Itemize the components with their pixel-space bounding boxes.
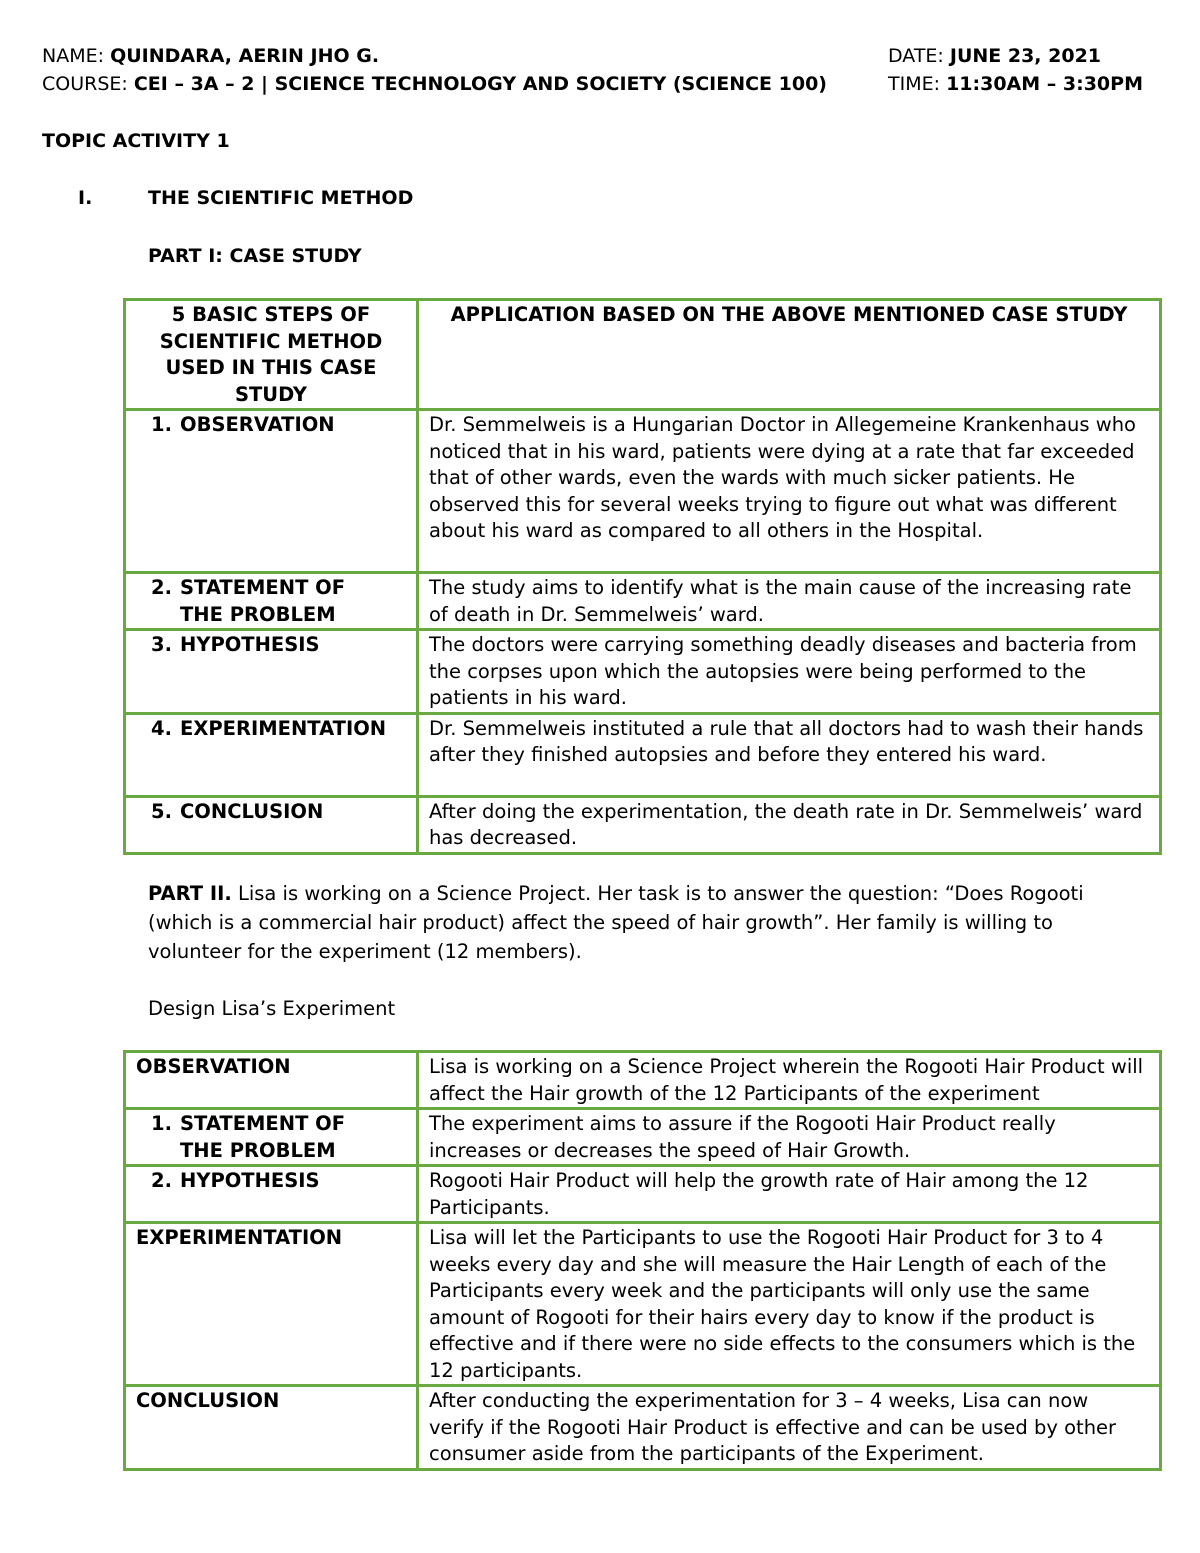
step-application: After conducting the experimentation for 3 – 4 weeks, Lisa can now verify if the Rogooti Hair Product is effective and can be used by other consumer aside from the participants of the Experiment. — [418, 1386, 1161, 1470]
date-line — [888, 42, 1101, 70]
step-label: OBSERVATION — [136, 1055, 291, 1078]
step-label: OBSERVATION — [180, 413, 335, 436]
step-number: 3. — [151, 633, 172, 656]
step-application: Rogooti Hair Product will help the growth rate of Hair among the 12 Participants. — [418, 1166, 1161, 1223]
table-row — [125, 796, 1161, 853]
name-line — [42, 42, 379, 70]
step-label: HYPOTHESIS — [180, 1169, 320, 1192]
step-application: Dr. Semmelweis is a Hungarian Doctor in Allegemeine Krankenhaus who noticed that in his ward, patients were dying at a rate that far exceeded that of other wards, even the wards with much sicker patients. He observed this for several weeks trying to figure out what was different about his ward as compared to all others in the Hospital. — [418, 410, 1161, 573]
step-application: After doing the experimentation, the death rate in Dr. Semmelweis’ ward has decreased. — [418, 796, 1161, 853]
time-line — [888, 70, 1143, 98]
name-value: QUINDARA, AERIN JHO G. — [110, 45, 380, 67]
table-header-row — [125, 300, 1161, 410]
table-row — [125, 1052, 1161, 1109]
step-label: EXPERIMENTATION — [136, 1226, 343, 1249]
table-row — [125, 410, 1161, 573]
course-value: CEI – 3A – 2 | SCIENCE TECHNOLOGY AND SOCIETY (SCIENCE 100) — [133, 73, 827, 95]
topic-title: TOPIC ACTIVITY 1 — [42, 130, 230, 152]
step-number: 2. — [151, 1169, 172, 1192]
step-application: Lisa will let the Participants to use the Rogooti Hair Product for 3 to 4 weeks every day and she will measure the Hair Length of each of the Participants every week and the participants will only use the same amount of Rogooti for their hairs every day to know if the product is effective and if there were no side effects to the consumers which is the 12 participants. — [418, 1223, 1161, 1386]
step-label: STATEMENT OF THE PROBLEM — [180, 576, 346, 626]
experiment-design-table — [123, 1050, 1162, 1471]
step-number: 5. — [151, 799, 172, 823]
table-row — [125, 1223, 1161, 1386]
part2-label: PART II. — [148, 882, 232, 905]
step-application: The doctors were carrying something deadly diseases and bacteria from the corpses upon which the autopsies were being performed to the patients in his ward. — [418, 630, 1161, 714]
date-label: DATE: — [888, 45, 950, 67]
step-application: Lisa is working on a Science Project wherein the Rogooti Hair Product will affect the Hair growth of the 12 Participants of the experiment — [418, 1052, 1161, 1109]
step-label: CONCLUSION — [180, 799, 324, 823]
name-label: NAME: — [42, 45, 111, 67]
step-label: EXPERIMENTATION — [180, 716, 387, 740]
section-numeral: I. — [78, 187, 93, 209]
time-value: 11:30AM – 3:30PM — [946, 73, 1143, 95]
time-label: TIME: — [888, 73, 947, 95]
step-application: Dr. Semmelweis instituted a rule that all doctors had to wash their hands after they finished autopsies and before they entered his ward. — [418, 713, 1161, 796]
table-row — [125, 1166, 1161, 1223]
table-row — [125, 1386, 1161, 1470]
table-row — [125, 630, 1161, 714]
step-number: 1. — [151, 1112, 172, 1135]
table-row — [125, 573, 1161, 630]
col1-header: 5 BASIC STEPS OF SCIENTIFIC METHOD USED IN THIS CASE STUDY — [125, 300, 418, 410]
course-label: COURSE: — [42, 73, 134, 95]
course-line — [42, 70, 827, 98]
step-number: 2. — [151, 576, 172, 599]
col2-header: APPLICATION BASED ON THE ABOVE MENTIONED CASE STUDY — [418, 300, 1161, 410]
section-title: THE SCIENTIFIC METHOD — [148, 187, 414, 209]
part2-intro-text: Lisa is working on a Science Project. Her task is to answer the question: “Does Rogooti (which is a commercial hair product) affect the speed of hair growth”. Her family is willing to volunteer for the experiment (12 members). — [148, 882, 1084, 963]
part1-title: PART I: CASE STUDY — [148, 245, 362, 267]
part2-intro — [148, 879, 1138, 966]
step-number: 4. — [151, 716, 172, 740]
step-label: STATEMENT OF THE PROBLEM — [180, 1112, 346, 1162]
design-label: Design Lisa’s Experiment — [148, 997, 396, 1020]
step-label: HYPOTHESIS — [180, 633, 320, 656]
table-row — [125, 713, 1161, 796]
step-application: The study aims to identify what is the main cause of the increasing rate of death in Dr. Semmelweis’ ward. — [418, 573, 1161, 630]
case-study-table — [123, 298, 1162, 855]
step-number: 1. — [151, 413, 172, 436]
date-value: JUNE 23, 2021 — [949, 45, 1102, 67]
table-row — [125, 1109, 1161, 1166]
step-label: CONCLUSION — [136, 1389, 280, 1412]
step-application: The experiment aims to assure if the Rogooti Hair Product really increases or decreases the speed of Hair Growth. — [418, 1109, 1161, 1166]
